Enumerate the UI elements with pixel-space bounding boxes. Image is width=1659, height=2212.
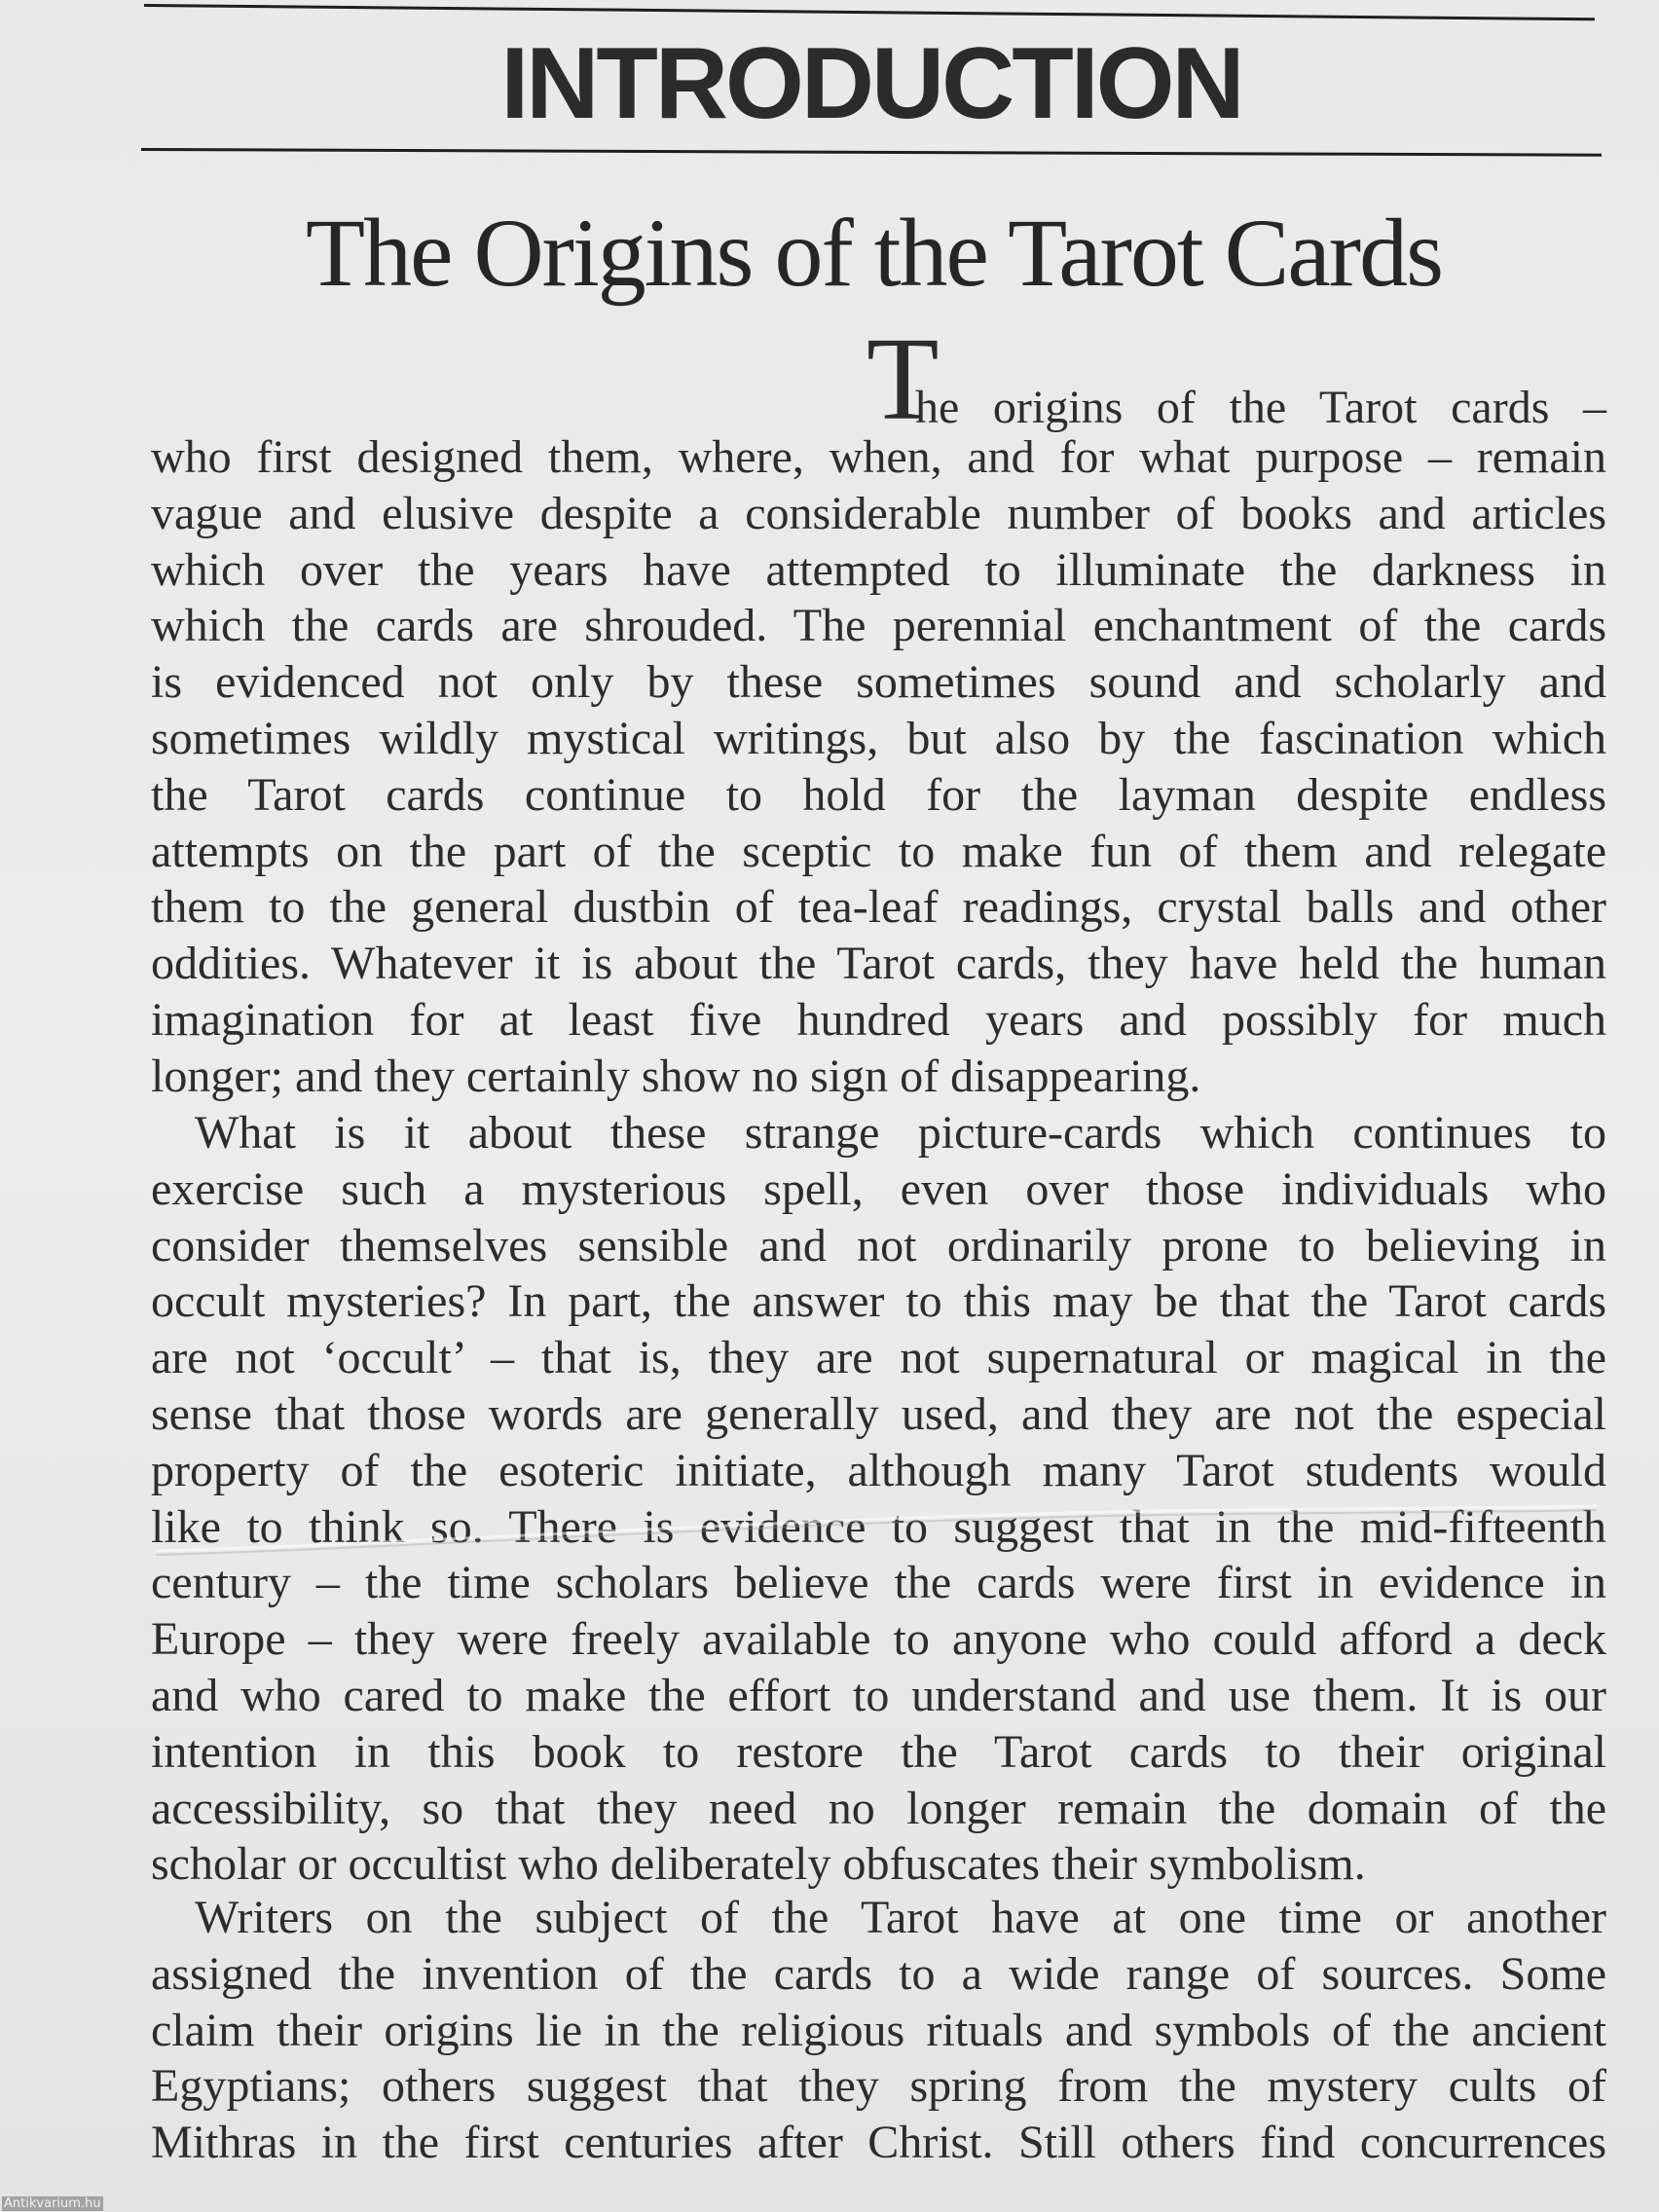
text-line: assigned the invention of the cards to a wide range of sources. Some [151,1947,1606,2000]
paragraph-3 [151,1890,1606,2171]
text-line: claim their origins lie in the religious rituals and symbols of the ancient [151,2004,1606,2056]
text-line: sense that those words are generally used, and they are not the especial [151,1387,1606,1440]
text-line: the Tarot cards continue to hold for the layman despite endless [151,768,1606,821]
drop-cap: T [866,313,940,445]
text-line: property of the esoteric initiate, although many Tarot students would [151,1444,1606,1496]
heading-rule [141,148,1602,157]
top-rule [144,4,1595,20]
text-line: consider themselves sensible and not ordinarily prone to believing in [151,1219,1606,1272]
text-line: imagination for at least five hundred years and possibly for much [151,993,1606,1046]
text-line: Mithras in the first centuries after Christ. Still others find concurrences [151,2117,1606,2169]
text-line: What is it about these strange picture-cards which continues to [195,1107,1606,1159]
text-line: accessibility, so that they need no longer remain the domain of the [151,1782,1606,1834]
opening-line-text: he origins of the Tarot cards – [915,382,1606,433]
text-line: exercise such a mysterious spell, even over those individuals who [151,1162,1606,1215]
text-line: Europe – they were freely available to anyone who could afford a deck [151,1613,1606,1666]
text-line: are not ‘occult’ – that is, they are not supernatural or magical in the [151,1332,1606,1384]
text-line: century – the time scholars believe the cards were first in evidence in [151,1557,1606,1609]
text-line: who first designed them, where, when, and for what purpose – remain [151,431,1606,483]
section-heading: INTRODUCTION [500,27,1242,140]
text-line: Egyptians; others suggest that they spring from the mystery cults of [151,2060,1606,2113]
text-line: longer; and they certainly show no sign of disappearing. [151,1050,1201,1102]
text-line: is evidenced not only by these sometimes sound and scholarly and [151,656,1606,709]
text-line: vague and elusive despite a considerable number of books and articles [151,487,1606,539]
paragraph-2 [151,1105,1606,1893]
opening-line [847,313,1606,445]
watermark: Antikvarium.hu [4,2196,101,2211]
paragraph-1 [151,429,1606,1105]
text-line: sometimes wildly mystical writings, but also by the fascination which [151,712,1606,764]
chapter-title: The Origins of the Tarot Cards [305,199,1442,307]
text-line: which over the years have attempted to illuminate the darkness in [151,543,1606,596]
text-line: them to the general dustbin of tea-leaf readings, crystal balls and other [151,881,1606,934]
text-line: oddities. Whatever it is about the Tarot cards, they have held the human [151,938,1606,990]
text-line: scholar or occultist who deliberately obfuscates their symbolism. [151,1838,1366,1891]
text-line: intention in this book to restore the Tarot cards to their original [151,1725,1606,1778]
text-line: which the cards are shrouded. The perennial enchantment of the cards [151,600,1606,652]
text-line: occult mysteries? In part, the answer to this may be that the Tarot cards [151,1275,1606,1328]
text-line: and who cared to make the effort to understand and use them. It is our [151,1669,1606,1721]
text-line: like to think so. There is evidence to suggest that in the mid-fifteenth [151,1500,1606,1553]
text-line: attempts on the part of the sceptic to make fun of them and relegate [151,825,1606,877]
text-line: Writers on the subject of the Tarot have at one time or another [195,1892,1606,1943]
